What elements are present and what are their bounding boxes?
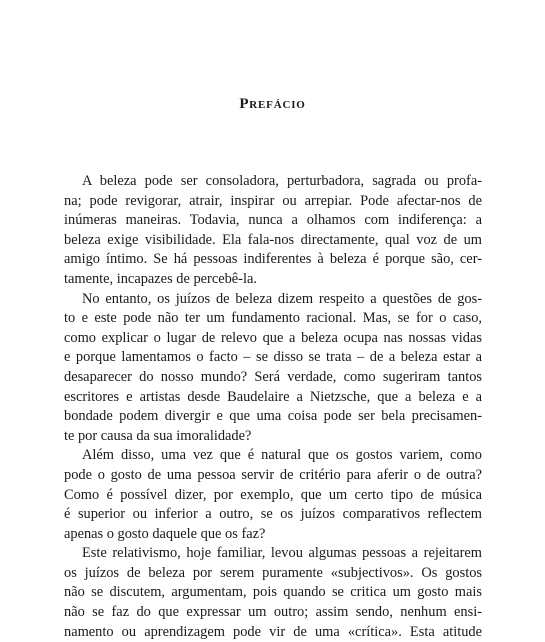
text-line: inúmeras maneiras. Todavia, nunca a olhamos com indiferença: a bbox=[64, 212, 482, 229]
text-line: beleza exige visibilidade. Ela fala-nos directamente, qual voz de um bbox=[64, 231, 482, 248]
text-line: como explicar o lugar de relevo que a beleza ocupa nas nossas vidas bbox=[64, 329, 482, 346]
text-line: Além disso, uma vez que é natural que os gostos variem, como bbox=[82, 447, 482, 464]
text-line: não se faz do que expressar um outro; assim sendo, nenhum ensi- bbox=[64, 604, 482, 621]
text-line: e porque lamentamos o facto – se disso se trata – de a beleza estar a bbox=[64, 349, 482, 366]
text-line: to e este pode não ter um fundamento racional. Mas, se for o caso, bbox=[64, 310, 482, 327]
text-line: Como é possível dizer, por exemplo, que um certo tipo de música bbox=[64, 486, 482, 503]
text-line: escritores e artistas desde Baudelaire a Nietzsche, que a beleza e a bbox=[64, 388, 482, 405]
text-line: apenas o gosto daquele que os faz? bbox=[64, 525, 266, 542]
text-line: não se discutem, argumentam, pois quando se critica um gosto mais bbox=[64, 584, 482, 601]
text-line: No entanto, os juízos de beleza dizem respeito a questões de gos- bbox=[82, 290, 482, 307]
text-line: é superior ou inferior a outro, se os juízos comparativos reflectem bbox=[64, 506, 482, 523]
chapter-title: Prefácio bbox=[239, 96, 306, 112]
text-line: tamente, incapazes de percebê-la. bbox=[64, 270, 257, 287]
text-line: os juízos de beleza por serem puramente «subjectivos». Os gostos bbox=[64, 564, 482, 581]
text-line: pode o gosto de uma pessoa servir de critério para aferir o de outra? bbox=[64, 466, 482, 483]
text-line: Este relativismo, hoje familiar, levou algumas pessoas a rejeitarem bbox=[82, 545, 482, 562]
body-text bbox=[64, 172, 482, 642]
text-line: desaparecer do nosso mundo? Será verdade, como sugeriram tantos bbox=[64, 368, 482, 385]
text-line: A beleza pode ser consoladora, perturbadora, sagrada ou profa- bbox=[82, 173, 482, 189]
text-line: bondade podem divergir e que uma coisa pode ser bela precisamen- bbox=[64, 408, 482, 425]
text-line: amigo íntimo. Se há pessoas indiferentes à beleza é porque são, cer- bbox=[64, 251, 482, 268]
text-line: te por causa da sua imoralidade? bbox=[64, 427, 252, 444]
text-line: na; pode revigorar, atrair, inspirar ou arrepiar. Pode afectar-nos de bbox=[64, 192, 482, 209]
text-line: namento ou aprendizagem pode vir de uma «crítica». Esta atitude bbox=[64, 623, 482, 640]
